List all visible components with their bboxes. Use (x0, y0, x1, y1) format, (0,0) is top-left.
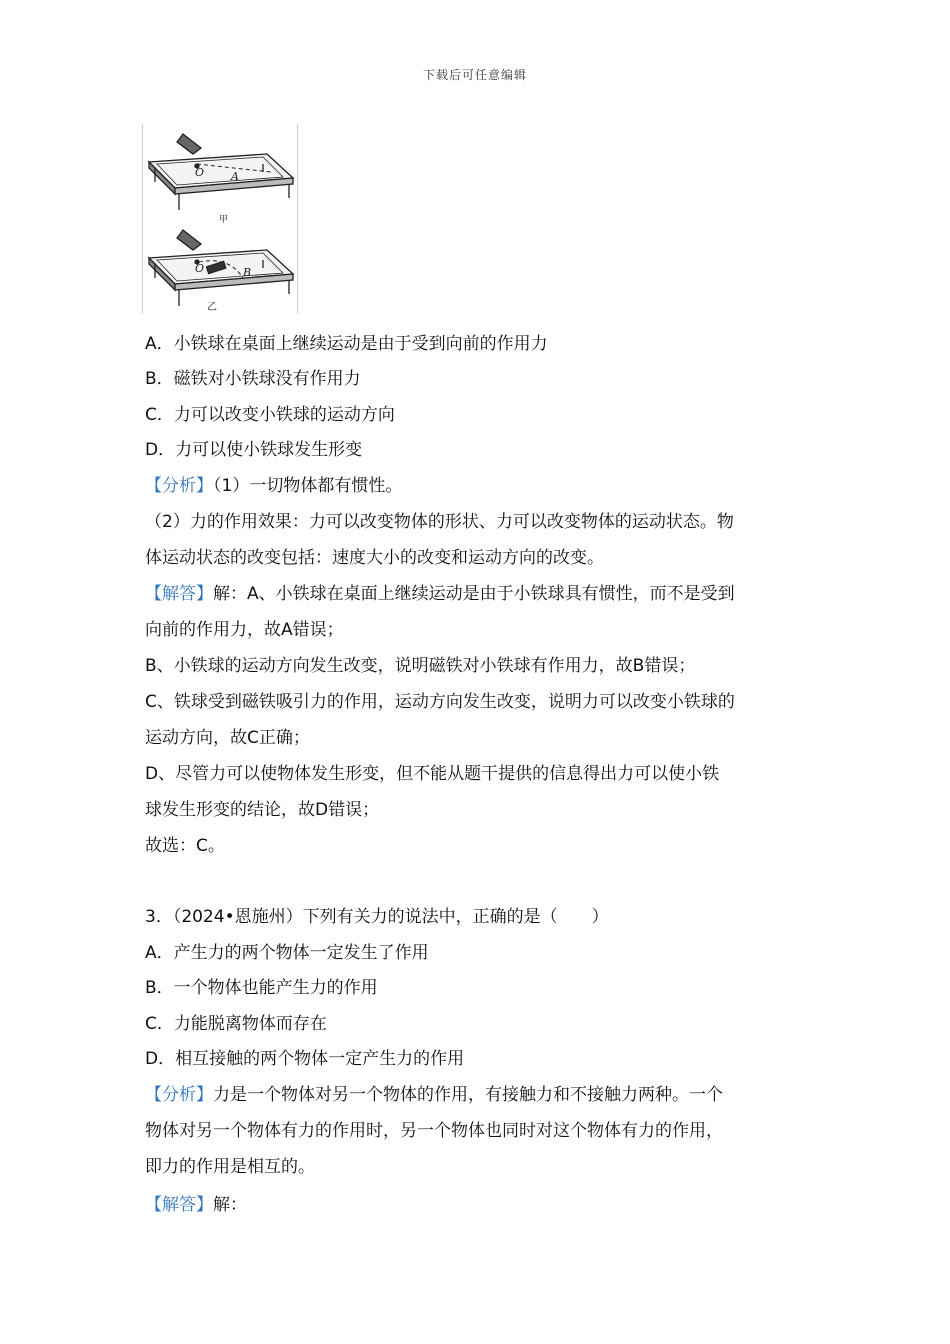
answer-line: C、铁球受到磁铁吸引力的作用，运动方向发生改变，说明力可以改变小铁球的 (145, 692, 735, 712)
analysis-tag: 【分析】 (145, 476, 213, 496)
answer-block (145, 581, 815, 607)
q3-analysis-block (145, 1082, 815, 1108)
analysis-block (145, 473, 815, 499)
option-a: A．小铁球在桌面上继续运动是由于受到向前的作用力 (145, 334, 548, 354)
q3-answer-tag: 【解答】 (145, 1195, 213, 1215)
q3-analysis-line: 物体对另一个物体有力的作用时，另一个物体也同时对这个物体有力的作用， (145, 1121, 723, 1141)
answer-text: 解：A、小铁球在桌面上继续运动是由于小铁球具有惯性，而不是受到 (213, 584, 735, 604)
q3-analysis-tag: 【分析】 (145, 1085, 213, 1105)
q3-option-a: A．产生力的两个物体一定发生了作用 (145, 943, 429, 963)
label-b: B (243, 266, 252, 279)
answer-line: 故选：C。 (145, 836, 225, 856)
answer-line: 向前的作用力，故A错误； (145, 620, 344, 640)
q3-option-c: C．力能脱离物体而存在 (145, 1014, 327, 1034)
question-3-stem: 3．（2024•恩施州）下列有关力的说法中，正确的是（ ） (145, 907, 609, 927)
analysis-text: （1）一切物体都有惯性。 (213, 476, 403, 496)
answer-line: D、尽管力可以使物体发生形变，但不能从题干提供的信息得出力可以使小铁 (145, 764, 720, 784)
page-header: 下载后可任意编辑 (422, 68, 527, 82)
q3-analysis-text: 力是一个物体对另一个物体的作用，有接触力和不接触力两种。一个 (213, 1085, 723, 1105)
q3-analysis-line: 即力的作用是相互的。 (145, 1157, 315, 1177)
q3-answer-text: 解： (213, 1195, 247, 1215)
q3-answer-block (145, 1192, 815, 1218)
caption-yi: 乙 (207, 302, 217, 313)
answer-tag: 【解答】 (145, 584, 213, 604)
experiment-figure (142, 124, 298, 314)
q3-option-d: D．相互接触的两个物体一定产生力的作用 (145, 1049, 465, 1069)
label-o-top: O (195, 166, 205, 179)
label-o-bottom: O (195, 262, 205, 275)
answer-line: B、小铁球的运动方向发生改变，说明磁铁对小铁球有作用力，故B错误； (145, 656, 696, 676)
magnet-ball-table-illustration (143, 124, 297, 314)
option-b: B．磁铁对小铁球没有作用力 (145, 369, 361, 389)
caption-jia: 甲 (219, 215, 229, 225)
answer-line: 运动方向，故C正确； (145, 728, 310, 748)
option-c: C．力可以改变小铁球的运动方向 (145, 405, 395, 425)
answer-line: 球发生形变的结论，故D错误； (145, 800, 380, 820)
analysis-line: （2）力的作用效果：力可以改变物体的形状、力可以改变物体的运动状态。物 (145, 512, 734, 532)
label-a: A (231, 170, 239, 183)
analysis-line: 体运动状态的改变包括：速度大小的改变和运动方向的改变。 (145, 548, 604, 568)
option-d: D．力可以使小铁球发生形变 (145, 440, 363, 460)
q3-option-b: B．一个物体也能产生力的作用 (145, 978, 378, 998)
